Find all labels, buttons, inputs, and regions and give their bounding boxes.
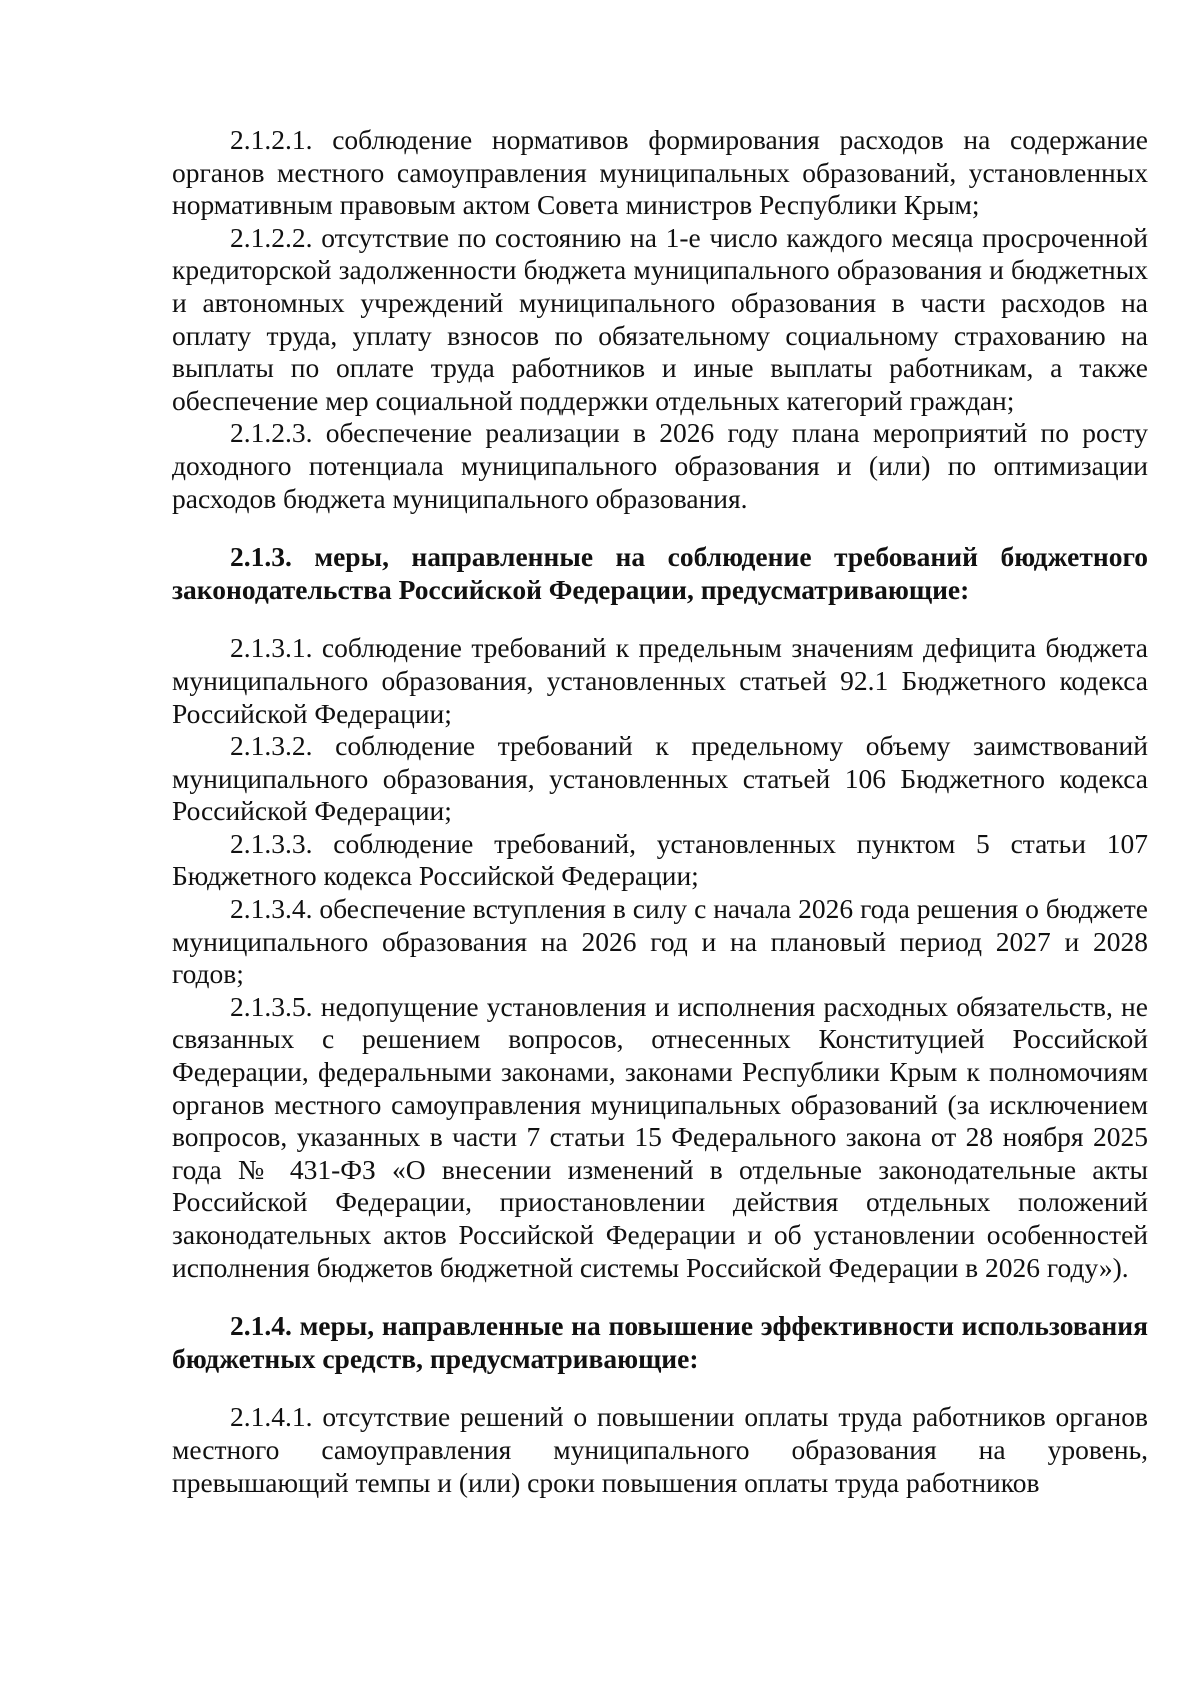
paragraph-2-1-3-1: 2.1.3.1. соблюдение требований к предельным значениям дефицита бюджета муниципального образования, установленных статьей 92.1 Бюджетного кодекса Российской Федерации; [172, 632, 1148, 729]
paragraph-2-1-3-4: 2.1.3.4. обеспечение вступления в силу с начала 2026 года решения о бюджете муниципального образования на 2026 год и на плановый период 2027 и 2028 годов; [172, 893, 1148, 990]
paragraph-2-1-3-3: 2.1.3.3. соблюдение требований, установленных пунктом 5 статьи 107 Бюджетного кодекса Российской Федерации; [172, 827, 1148, 892]
paragraph-2-1-3-2: 2.1.3.2. соблюдение требований к предельному объему заимствований муниципального образования, установленных статьей 106 Бюджетного кодекса Российской Федерации; [172, 730, 1148, 827]
paragraph-2-1-2-3: 2.1.2.3. обеспечение реализации в 2026 году плана мероприятий по росту доходного потенциала муниципального образования и (или) по оптимизации расходов бюджета муниципального образования. [172, 417, 1148, 514]
paragraph-2-1-4-1: 2.1.4.1. отсутствие решений о повышении оплаты труда работников органов местного самоуправления муниципального образования на уровень, превышающий темпы и (или) сроки повышения оплаты труда работников [172, 1401, 1148, 1498]
paragraph-2-1-3-5: 2.1.3.5. недопущение установления и исполнения расходных обязательств, не связанных с решением вопросов, отнесенных Конституцией Российской Федерации, федеральными законами, законами Республики Крым к полномочиям органов местного самоуправления муниципальных образований (за исключением вопросов, указанных в части 7 статьи 15 Федерального закона от 28 ноября 2025 года № 431-ФЗ «О внесении изменений в отдельные законодательные акты Российской Федерации, приостановлении действия отдельных положений законодательных актов Российской Федерации и об установлении особенностей исполнения бюджетов бюджетной системы Российской Федерации в 2026 году»). [172, 990, 1148, 1283]
paragraph-2-1-2-1: 2.1.2.1. соблюдение нормативов формирования расходов на содержание органов местного самоуправления муниципальных образований, установленных нормативным правовым актом Совета министров Республики Крым; [172, 124, 1148, 221]
heading-2-1-4: 2.1.4. меры, направленные на повышение эффективности использования бюджетных средств, предусматривающие: [172, 1310, 1148, 1374]
document-body [172, 124, 1148, 1499]
paragraph-2-1-2-2: 2.1.2.2. отсутствие по состоянию на 1-е число каждого месяца просроченной кредиторской задолженности бюджета муниципального образования и бюджетных и автономных учреждений муниципального образования в части расходов на оплату труда, уплату взносов по обязательному социальному страхованию на выплаты по оплате труда работников и иные выплаты работникам, а также обеспечение мер социальной поддержки отдельных категорий граждан; [172, 221, 1148, 416]
heading-2-1-3: 2.1.3. меры, направленные на соблюдение требований бюджетного законодательства Российской Федерации, предусматривающие: [172, 541, 1148, 605]
